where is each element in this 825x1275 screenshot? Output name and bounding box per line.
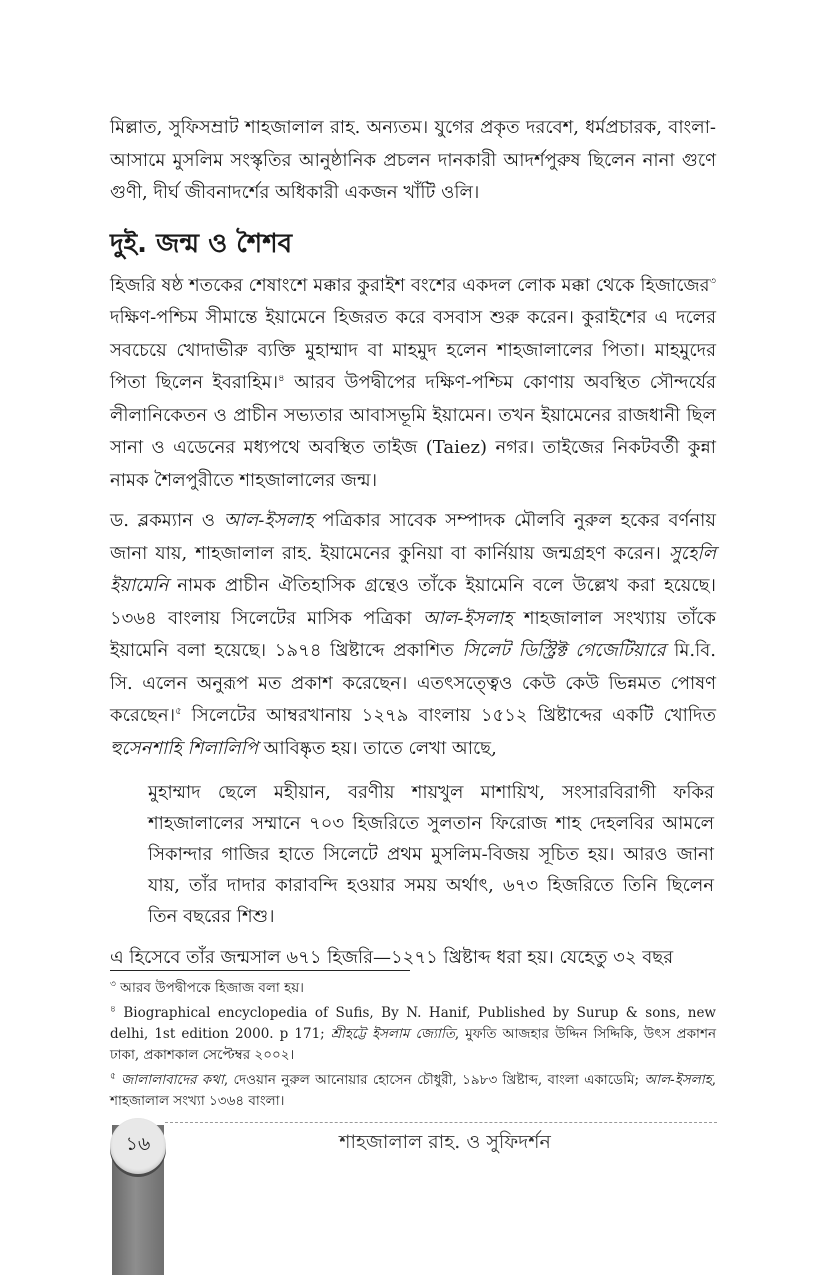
page-body bbox=[110, 112, 716, 975]
text-span: ড. ব্লকম্যান ও bbox=[110, 510, 224, 531]
text-span: শাহজালাল সংখ্যায় তাঁকে ইয়ামেনি বলা হয়েছে। ১৯৭৪ খ্রিষ্টাব্দে প্রকাশিত bbox=[110, 607, 716, 661]
footnote-text: , দেওয়ান নুরুল আনোয়ার হোসেন চৌধুরী, ১৯৮৩ খ্রিষ্টাব্দ, বাংলা একাডেমি; bbox=[223, 1072, 645, 1088]
paragraph-birth-origin bbox=[110, 270, 716, 498]
text-span: সিলেটের আম্বরখানায় ১২৭৯ বাংলায় ১৫১২ খ্রিষ্টাব্দের একটি খোদিত bbox=[181, 705, 716, 726]
paragraph-gap bbox=[110, 497, 716, 505]
footnote-text: , মুফতি আজহার উদ্দিন সিদ্দিকি, উৎস প্রকাশন ঢাকা, প্রকাশকাল সেপ্টেম্বর ২০০২। bbox=[110, 1026, 716, 1063]
footnote-3 bbox=[110, 978, 716, 999]
text-span: নামক প্রাচীন ঐতিহাসিক গ্রন্থেও তাঁকে ইয়ামেনি বলে উল্লেখ করা হয়েছে। ১৩৬৪ বাংলায় সিলেটের মাসিক পত্রিকা bbox=[110, 575, 716, 629]
text-span: হিজরি ষষ্ঠ শতকের শেষাংশে মক্কার কুরাইশ বংশের একদল লোক মক্কা থেকে হিজাজের bbox=[110, 274, 710, 296]
text-span: মি.বি. সি. এলেন অনুরূপ মত প্রকাশ করেছেন। এতৎসত্ত্বেও কেউ কেউ ভিন্নমত পোষণ করেছেন। bbox=[110, 640, 716, 726]
italic-title: হুসেনশাহি শিলালিপি bbox=[110, 737, 258, 759]
footnote-number: ৩ bbox=[110, 979, 116, 990]
section-heading: দুই. জন্ম ও শৈশব bbox=[110, 228, 293, 259]
footer-divider bbox=[165, 1122, 717, 1123]
text-span: আবিষ্কৃত হয়। তাতে লেখা আছে, bbox=[257, 737, 497, 759]
text-span: পত্রিকার সাবেক সম্পাদক মৌলবি নুরুল হকের বর্ণনায় জানা যায়, শাহজালাল রাহ. ইয়ামেনের কুনিয়া বা কার্নিয়ায় জন্মগ্রহণ করেন। bbox=[110, 510, 716, 564]
page-number-badge bbox=[110, 1118, 166, 1174]
footnotes bbox=[110, 978, 716, 1116]
page-number: ১৬ bbox=[125, 1133, 151, 1155]
italic-title: জালালাবাদের কথা bbox=[121, 1072, 224, 1088]
italic-title: সুহেলি ইয়ামেনি bbox=[110, 542, 716, 596]
italic-title: সিলেট ডিস্ট্রিক্ট গেজেটিয়ারে bbox=[462, 640, 666, 661]
intro-paragraph: মিল্লাত, সুফিসম্রাট শাহজালাল রাহ. অন্যতম। যুগের প্রকৃত দরবেশ, ধর্মপ্রচারক, বাংলা-আসামে মুসলিম সংস্কৃতির আনুষ্ঠানিক প্রচলন দানকারী আদর্শপুরুষ ছিলেন নানা গুণে গুণী, দীর্ঘ জীবনাদর্শের অধিকারী একজন খাঁটি ওলি। bbox=[110, 117, 716, 203]
italic-title: আল-ইসলাহ bbox=[422, 607, 513, 629]
footnote-number: ৪ bbox=[110, 1004, 116, 1015]
block-quote: মুহাম্মাদ ছেলে মহীয়ান, বরণীয় শায়খুল মাশায়িখ, সংসারবিরাগী ফকির শাহজালালের সম্মানে ৭০৩ হিজরিতে সুলতান ফিরোজ শাহ দেহলবির আমলে সিকান্দার গাজির হাতে সিলেটে প্রথম মুসলিম-বিজয় সূচিত হয়। আরও জানা যায়, তাঁর দাদার কারাবন্দি হওয়ার সময় অর্থাৎ, ৬৭৩ হিজরিতে তিনি ছিলেন তিন বছরের শিশু। bbox=[148, 782, 714, 927]
footnote-text: Biographical encyclopedia of Sufis, By N. Hanif, Published by Surup & sons, new delhi, 1st edition 2000. p 171; bbox=[110, 1005, 716, 1042]
paragraph-birth-year: এ হিসেবে তাঁর জন্মসাল ৬৭১ হিজরি—১২৭১ খ্রিষ্টাব্দ ধরা হয়। যেহেতু ৩২ বছর bbox=[110, 947, 674, 968]
text-span: আরব উপদ্বীপের দক্ষিণ-পশ্চিম কোণায় অবস্থিত সৌন্দর্যের লীলানিকেতন ও প্রাচীন সভ্যতার আবাসভূমি ইয়ামেন। তখন ইয়ামেনের রাজধানী ছিল সানা ও এডেনের মধ্যপথে অবস্থিত তাইজ (Taiez) নগর। তাইজের নিকটবর্তী কুন্না নামক শৈলপুরীতে শাহজালালের জন্ম। bbox=[110, 372, 716, 491]
paragraph-sources bbox=[110, 505, 716, 765]
footnote-text: আরব উপদ্বীপকে হিজাজ বলা হয়। bbox=[120, 980, 304, 996]
footnote-divider bbox=[110, 970, 410, 971]
footnote-ref-3[interactable]: ৩ bbox=[709, 275, 716, 287]
footnote-4 bbox=[110, 1003, 716, 1066]
running-title: শাহজালাল রাহ. ও সুফিদর্শন bbox=[339, 1131, 551, 1153]
italic-title: আল-ইসলাহ bbox=[644, 1072, 712, 1088]
footnote-ref-5[interactable]: ৫ bbox=[175, 706, 182, 717]
italic-title: আল-ইসলাহ bbox=[223, 510, 314, 531]
italic-title: শ্রীহট্টে ইসলাম জ্যোতি bbox=[330, 1026, 455, 1042]
footnote-number: ৫ bbox=[110, 1071, 116, 1082]
footnote-ref-4[interactable]: ৪ bbox=[278, 373, 285, 384]
text-span: দক্ষিণ-পশ্চিম সীমান্তে ইয়ামেনে হিজরত করে বসবাস শুরু করেন। কুরাইশের এ দলের সবচেয়ে খোদাভীরু ব্যক্তি মুহাম্মাদ বা মাহমুদ হলেন শাহজালালের পিতা। মাহমুদের পিতা ছিলেন ইবরাহিম। bbox=[110, 307, 716, 393]
footnote-text: , শাহজালাল সংখ্যা ১৩৬৪ বাংলা। bbox=[110, 1072, 716, 1109]
footnote-5 bbox=[110, 1070, 716, 1112]
